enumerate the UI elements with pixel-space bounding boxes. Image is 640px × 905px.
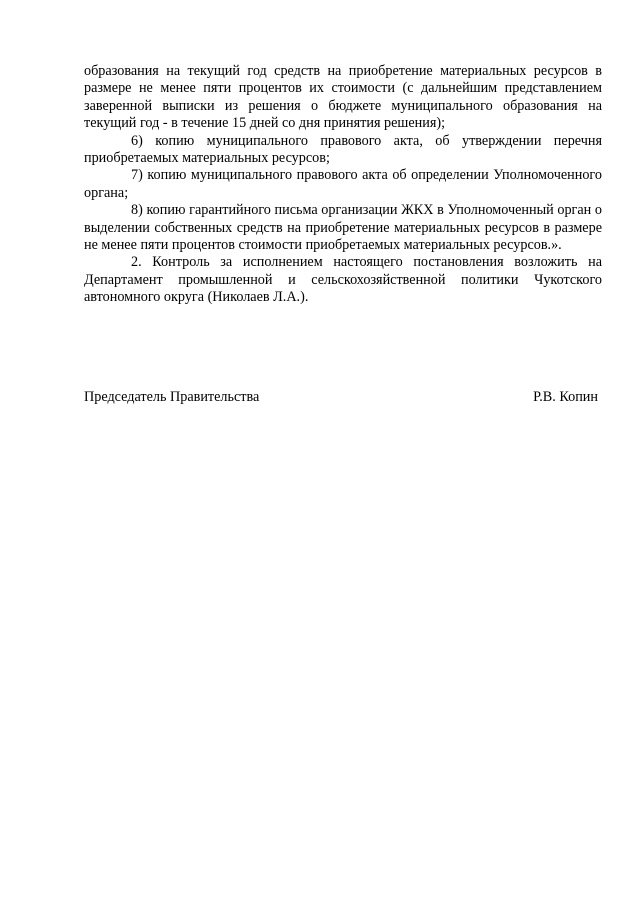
paragraph-item-6: 6) копию муниципального правового акта, об утверждении перечня приобретаемых материальных ресурсов;	[84, 132, 602, 167]
signature-block	[84, 389, 598, 406]
paragraph-item-7: 7) копию муниципального правового акта об определении Уполномоченного органа;	[84, 167, 602, 201]
document-body	[84, 63, 602, 307]
paragraph-continuation: образования на текущий год средств на приобретение материальных ресурсов в размере не менее пяти процентов их стоимости (с дальнейшим представлением заверенной выписки из решения о бюджете муниципального образования на текущий год - в течение 15 дней со дня принятия решения);	[84, 63, 602, 132]
paragraph-control-clause: 2. Контроль за исполнением настоящего постановления возложить на Департамент промышленной и сельскохозяйственной политики Чукотского автономного округа (Николаев Л.А.).	[84, 254, 602, 306]
signatory-position: Председатель Правительства	[84, 389, 260, 405]
paragraph-item-8: 8) копию гарантийного письма организации ЖКХ в Уполномоченный орган о выделении собственных средств на приобретение материальных ресурсов в размере не менее пяти процентов стоимости приобретаемых материальных ресурсов.».	[84, 202, 602, 254]
signatory-name: Р.В. Копин	[533, 389, 598, 405]
